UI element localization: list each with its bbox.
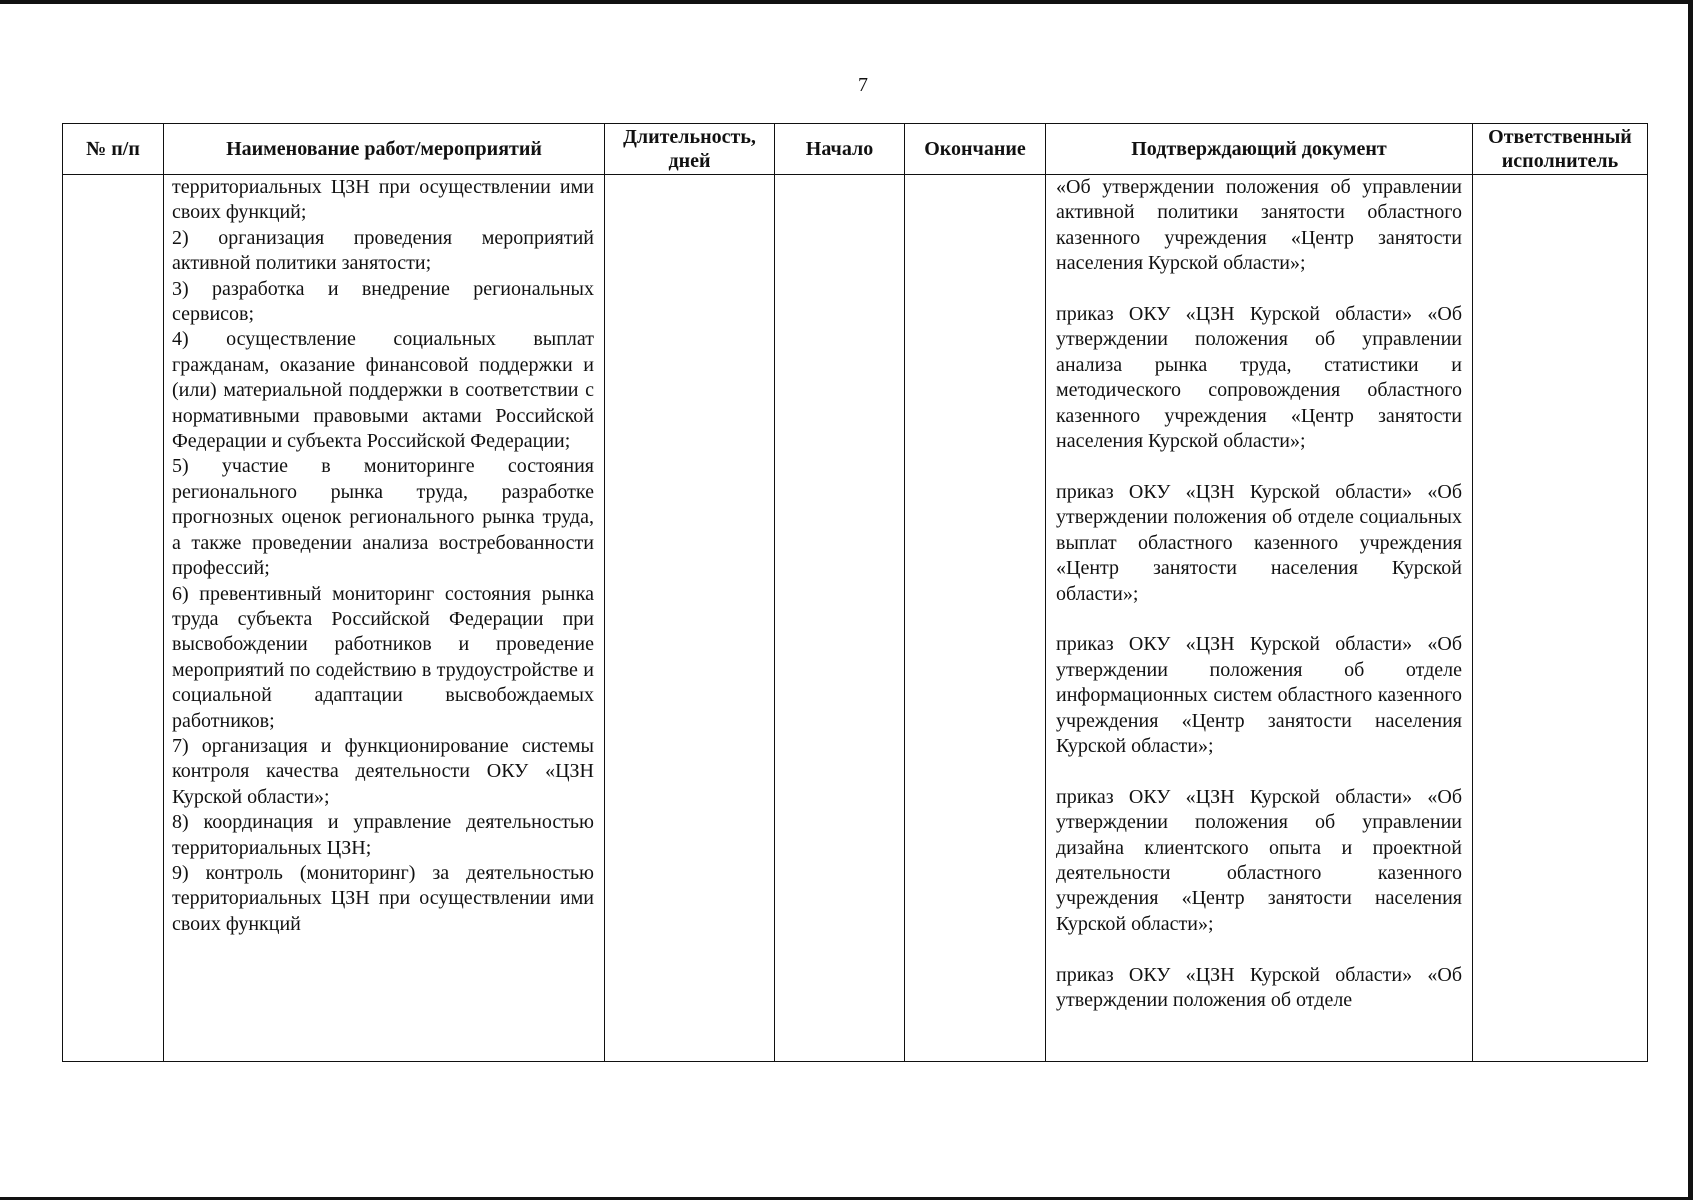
header-document: Подтверждающий документ bbox=[1046, 124, 1473, 175]
cell-num bbox=[63, 175, 164, 1062]
documents-text: «Об утверждении положения об управлении активной политики занятости областного казенного учреждения «Центр занятости населения Курской области»; приказ ОКУ «ЦЗН Курской области» «Об утверждении положения об управлении анализа рынка труда, статистики и методического сопровождения областного казенного учреждения «Центр занятости населения Курской области»; приказ ОКУ «ЦЗН Курской области» «Об утверждении положения об отделе социальных выплат областного казенного учреждения «Центр занятости населения Курской области»; приказ ОКУ «ЦЗН Курской области» «Об утверждении положения об отделе информационных систем областного казенного учреждения «Центр занятости населения Курской области»; приказ ОКУ «ЦЗН Курской области» «Об утверждении положения об управлении дизайна клиентского опыта и проектной деятельности областного казенного учреждения «Центр занятости населения Курской области»; приказ ОКУ «ЦЗН Курской области» «Об утверждении положения об отделе bbox=[1056, 176, 1462, 1011]
cell-documents bbox=[1046, 175, 1473, 1062]
scan-border-top bbox=[0, 0, 1693, 4]
header-name: Наименование работ/мероприятий bbox=[164, 124, 605, 175]
cell-start bbox=[775, 175, 905, 1062]
header-responsible: Ответственный исполнитель bbox=[1473, 124, 1648, 175]
header-duration: Длительность, дней bbox=[605, 124, 775, 175]
scan-border-right bbox=[1688, 0, 1693, 1200]
header-start: Начало bbox=[775, 124, 905, 175]
header-end: Окончание bbox=[905, 124, 1046, 175]
cell-duration bbox=[605, 175, 775, 1062]
cell-responsible bbox=[1473, 175, 1648, 1062]
activities-text: территориальных ЦЗН при осуществлении ими своих функций; 2) организация проведения мероприятий активной политики занятости; 3) разработка и внедрение региональных сервисов; 4) осуществление социальных выплат гражданам, оказание финансовой поддержки и (или) материальной поддержки в соответствии с нормативными правовыми актами Российской Федерации и субъекта Российской Федерации; 5) участие в мониторинге состояния регионального рынка труда, разработке прогнозных оценок регионального рынка труда, а также проведении анализа востребованности профессий; 6) превентивный мониторинг состояния рынка труда субъекта Российской Федерации при высвобождении работников и проведение мероприятий по содействию в трудоустройстве и социальной адаптации высвобождаемых работников; 7) организация и функционирование системы контроля качества деятельности ОКУ «ЦЗН Курской области»; 8) координация и управление деятельностью территориальных ЦЗН; 9) контроль (мониторинг) за деятельностью территориальных ЦЗН при осуществлении ими своих функций bbox=[172, 176, 594, 935]
table-header-row bbox=[63, 124, 1648, 175]
cell-activities bbox=[164, 175, 605, 1062]
cell-end bbox=[905, 175, 1046, 1062]
table-row bbox=[63, 175, 1648, 1062]
page-number: 7 bbox=[858, 74, 868, 96]
header-num: № п/п bbox=[63, 124, 164, 175]
work-plan-table bbox=[62, 123, 1648, 1062]
